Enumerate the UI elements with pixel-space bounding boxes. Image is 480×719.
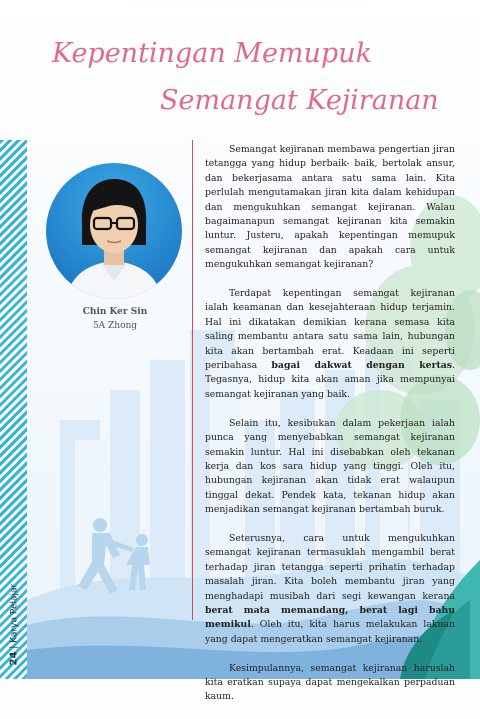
author-class: 5A Zhong [92,321,138,331]
page-title-line2: Semangat Kejiranan [160,85,439,116]
section-label: Karya Pelajar [9,583,20,643]
paragraph-5: Kesimpulannya, semangat kejiranan haruslah kita eratkan supaya dapat mengekalkan perpaduan kaum. [205,662,455,703]
page-title-line1: Kepentingan Memupuk [52,38,372,69]
paragraph-2: Terdapat kepentingan semangat kejiranan ialah keamanan dan kesejahteraan hidup terjamin. Hal ini dikatakan demikian kerana semasa kita saling membantu antara satu sama lain, hubungan kita akan bertambah erat. Keadaan ini seperti peribahasa bagai dakwat dengan kertas. Tegasnya, hidup kita akan aman jika mempunyai semangat kejiranan yang baik. [205,288,455,400]
proverb-2: berat mata memandang, berat lagi bahu memikul [205,604,455,631]
page-number: 24 [8,651,20,666]
article-body [205,143,455,719]
author-name: Chin Ker Sin [82,307,148,317]
author-photo [46,163,182,299]
proverb-1: bagai dakwat dengan kertas [271,360,453,372]
paragraph-3: Selain itu, kesibukan dalam pekerjaan ialah punca yang menyebabkan semangat kejiranan semakin luntur. Hal ini disebabkan oleh tekanan kerja dan kos sara hidup yang tinggi. Oleh itu, hubungan kejiranan akan tidak erat walaupun tinggal dekat. Pendek kata, tekanan hidup akan menjadikan semangat kejiranan bertambah buruk. [205,417,455,516]
paragraph-1: Semangat kejiranan membawa pengertian jiran tetangga yang hidup berbaik- baik, bertolak ansur, dan bekerjasama antara satu sama lain. Kita perlulah mengutamakan jiran kita dalam kehidupan dan mengukuhkan semangat kejiranan. Walau bagaimanapun semangat kejiranan kita semakin luntur. Justeru, apakah kepentingan memupuk semangat kejiranan dan apakah cara untuk mengukuhkan semangat kejiranan? [205,144,455,271]
paragraph-4: Seterusnya, cara untuk mengukuhkan semangat kejiranan termasuklah mengambil berat terhadap jiran tetangga seperti prihatin terhadap masalah jiran. Kita boleh membantu jiran yang menghadapi musibah dari segi kewangan kerana berat mata memandang, berat lagi bahu memikul. Oleh itu, kita harus melakukan lakuan yang dapat mengeratkan semangat kejiranan. [205,532,455,645]
page-footer: 24 | Karya Pelajar [8,583,20,666]
column-divider [192,140,193,620]
author-info [40,305,190,333]
